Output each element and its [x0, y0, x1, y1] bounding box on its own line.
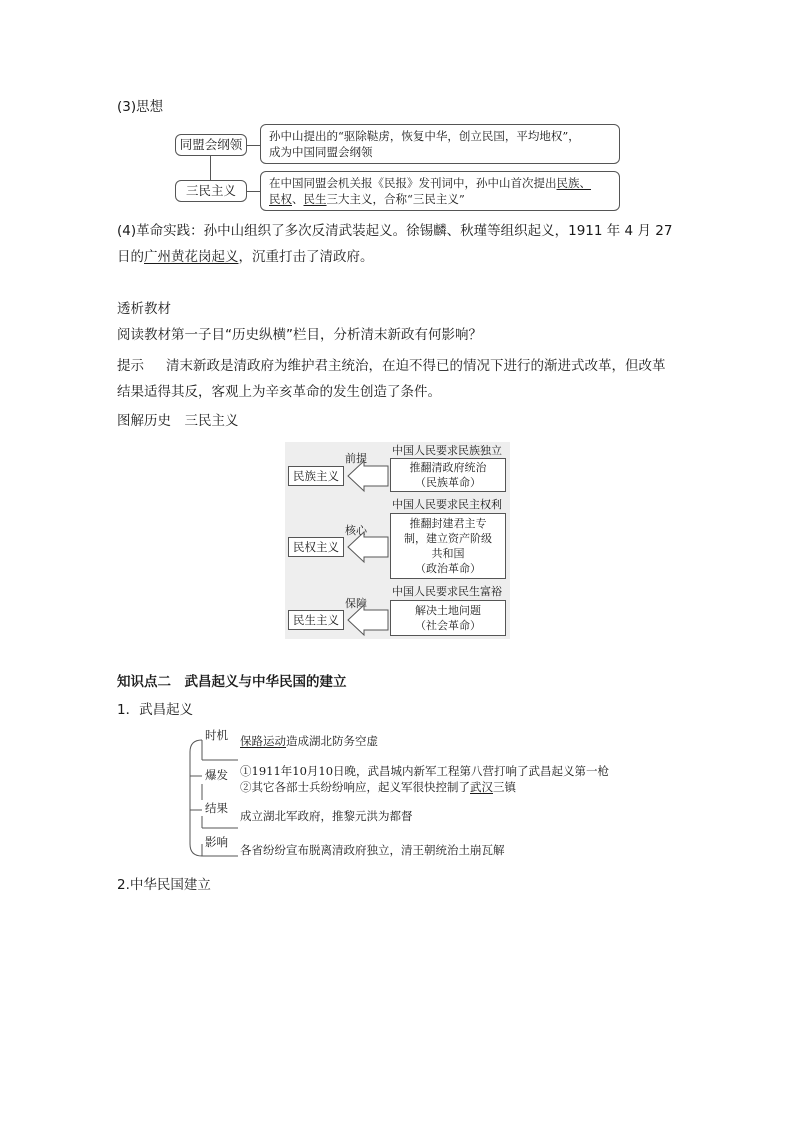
detail-line: 共和国 — [431, 547, 465, 560]
desc-text: 、 — [292, 192, 304, 206]
principle-label: 民权主义 — [293, 540, 339, 554]
detail-line: 解决土地问题 — [415, 604, 481, 617]
hint-text: 清末新政是清政府为维护君主统治，在迫不得已的情况下进行的渐进式改革，但改革 — [166, 358, 666, 374]
row-top-label: 中国人民要求民族独立 — [392, 444, 502, 457]
impact-label: 影响 — [205, 835, 228, 849]
node-three-principles-desc — [260, 171, 620, 211]
detail-line: 推翻清政府统治 — [409, 461, 487, 474]
principle-detail-box — [390, 458, 506, 492]
principle-democracy — [288, 537, 344, 557]
result-label: 结果 — [205, 801, 228, 815]
section4-line2 — [117, 248, 374, 267]
underlined-term: 广州黄花岗起义 — [144, 249, 239, 265]
relation-label: 核心 — [345, 524, 367, 537]
section4-line1: (4)革命实践：孙中山组织了多次反清武装起义。徐锡麟、秋瑾等组织起义，1911 年 4 月 27 — [117, 223, 673, 239]
relation-label: 保障 — [345, 597, 367, 610]
desc-line: 成为中国同盟会纲领 — [269, 145, 373, 159]
arrow-left-icon — [346, 460, 390, 492]
principle-detail-box — [390, 513, 506, 579]
node-tongmenghui-program — [175, 134, 247, 156]
impact-text: 各省纷纷宣布脱离清政府独立，清王朝统治土崩瓦解 — [240, 843, 505, 857]
detail-line: （民族革命） — [415, 476, 481, 489]
hint-line2: 结果适得其反，客观上为辛亥革命的发生创造了条件。 — [117, 384, 441, 400]
node-label: 三民主义 — [185, 183, 236, 198]
underlined-term: 民权 — [269, 192, 292, 206]
hint-label: 提示 — [117, 358, 144, 374]
underlined-term: 民族、 — [556, 176, 591, 190]
node-three-principles — [175, 180, 247, 202]
timing-text — [240, 733, 378, 749]
principle-nationalism — [288, 466, 344, 486]
detail-line: （政治革命） — [415, 562, 481, 575]
text: 日的 — [117, 249, 144, 265]
underlined-term: 民生 — [303, 192, 327, 206]
detail-line: （社会革命） — [415, 619, 481, 632]
text: 造成湖北防务空虚 — [286, 734, 378, 748]
row-top-label: 中国人民要求民生富裕 — [392, 585, 502, 598]
row-top-label: 中国人民要求民主权利 — [392, 498, 502, 511]
underlined-term: 武汉 — [470, 780, 493, 794]
section3-heading: (3)思想 — [117, 99, 164, 115]
analysis-title: 透析教材 — [117, 301, 171, 317]
timing-label: 时机 — [205, 728, 228, 742]
diagram-title: 图解历史 三民主义 — [117, 413, 239, 429]
outbreak-line2 — [240, 779, 516, 795]
text: ，沉重打击了清政府。 — [238, 249, 374, 265]
knowledge2-sub1: 1．武昌起义 — [117, 702, 194, 718]
arrow-left-icon — [346, 604, 390, 636]
desc-text: 在中国同盟会机关报《民报》发刊词中，孙中山首次提出 — [269, 176, 557, 190]
principle-livelihood — [288, 610, 344, 630]
node-tongmenghui-desc — [260, 124, 620, 164]
desc-text: 三大主义，合称“三民主义” — [326, 192, 465, 206]
relation-label: 前提 — [345, 452, 367, 465]
text: 三镇 — [493, 780, 516, 794]
detail-line: 推翻封建君主专 — [409, 517, 487, 530]
node-label: 同盟会纲领 — [179, 137, 243, 152]
outbreak-line1: ①1911年10月10日晚，武昌城内新军工程第八营打响了武昌起义第一枪 — [240, 764, 610, 778]
principle-detail-box — [390, 600, 506, 636]
arrow-left-icon — [346, 531, 390, 563]
hint-line1 — [117, 357, 666, 376]
detail-line: 制，建立资产阶级 — [404, 532, 492, 545]
knowledge2-title: 知识点二 武昌起义与中华民国的建立 — [117, 674, 347, 690]
text: ②其它各部士兵纷纷响应，起义军很快控制了 — [240, 780, 470, 794]
principle-label: 民生主义 — [293, 613, 339, 627]
result-text: 成立湖北军政府，推黎元洪为都督 — [240, 809, 413, 823]
knowledge2-sub2: 2.中华民国建立 — [117, 877, 211, 893]
analysis-question: 阅读教材第一子目“历史纵横”栏目，分析清末新政有何影响？ — [117, 327, 482, 343]
desc-line: 孙中山提出的“驱除鞑虏，恢复中华，创立民国，平均地权”， — [269, 129, 580, 143]
outbreak-label: 爆发 — [205, 768, 228, 782]
principle-label: 民族主义 — [293, 469, 339, 483]
underlined-term: 保路运动 — [240, 734, 286, 748]
